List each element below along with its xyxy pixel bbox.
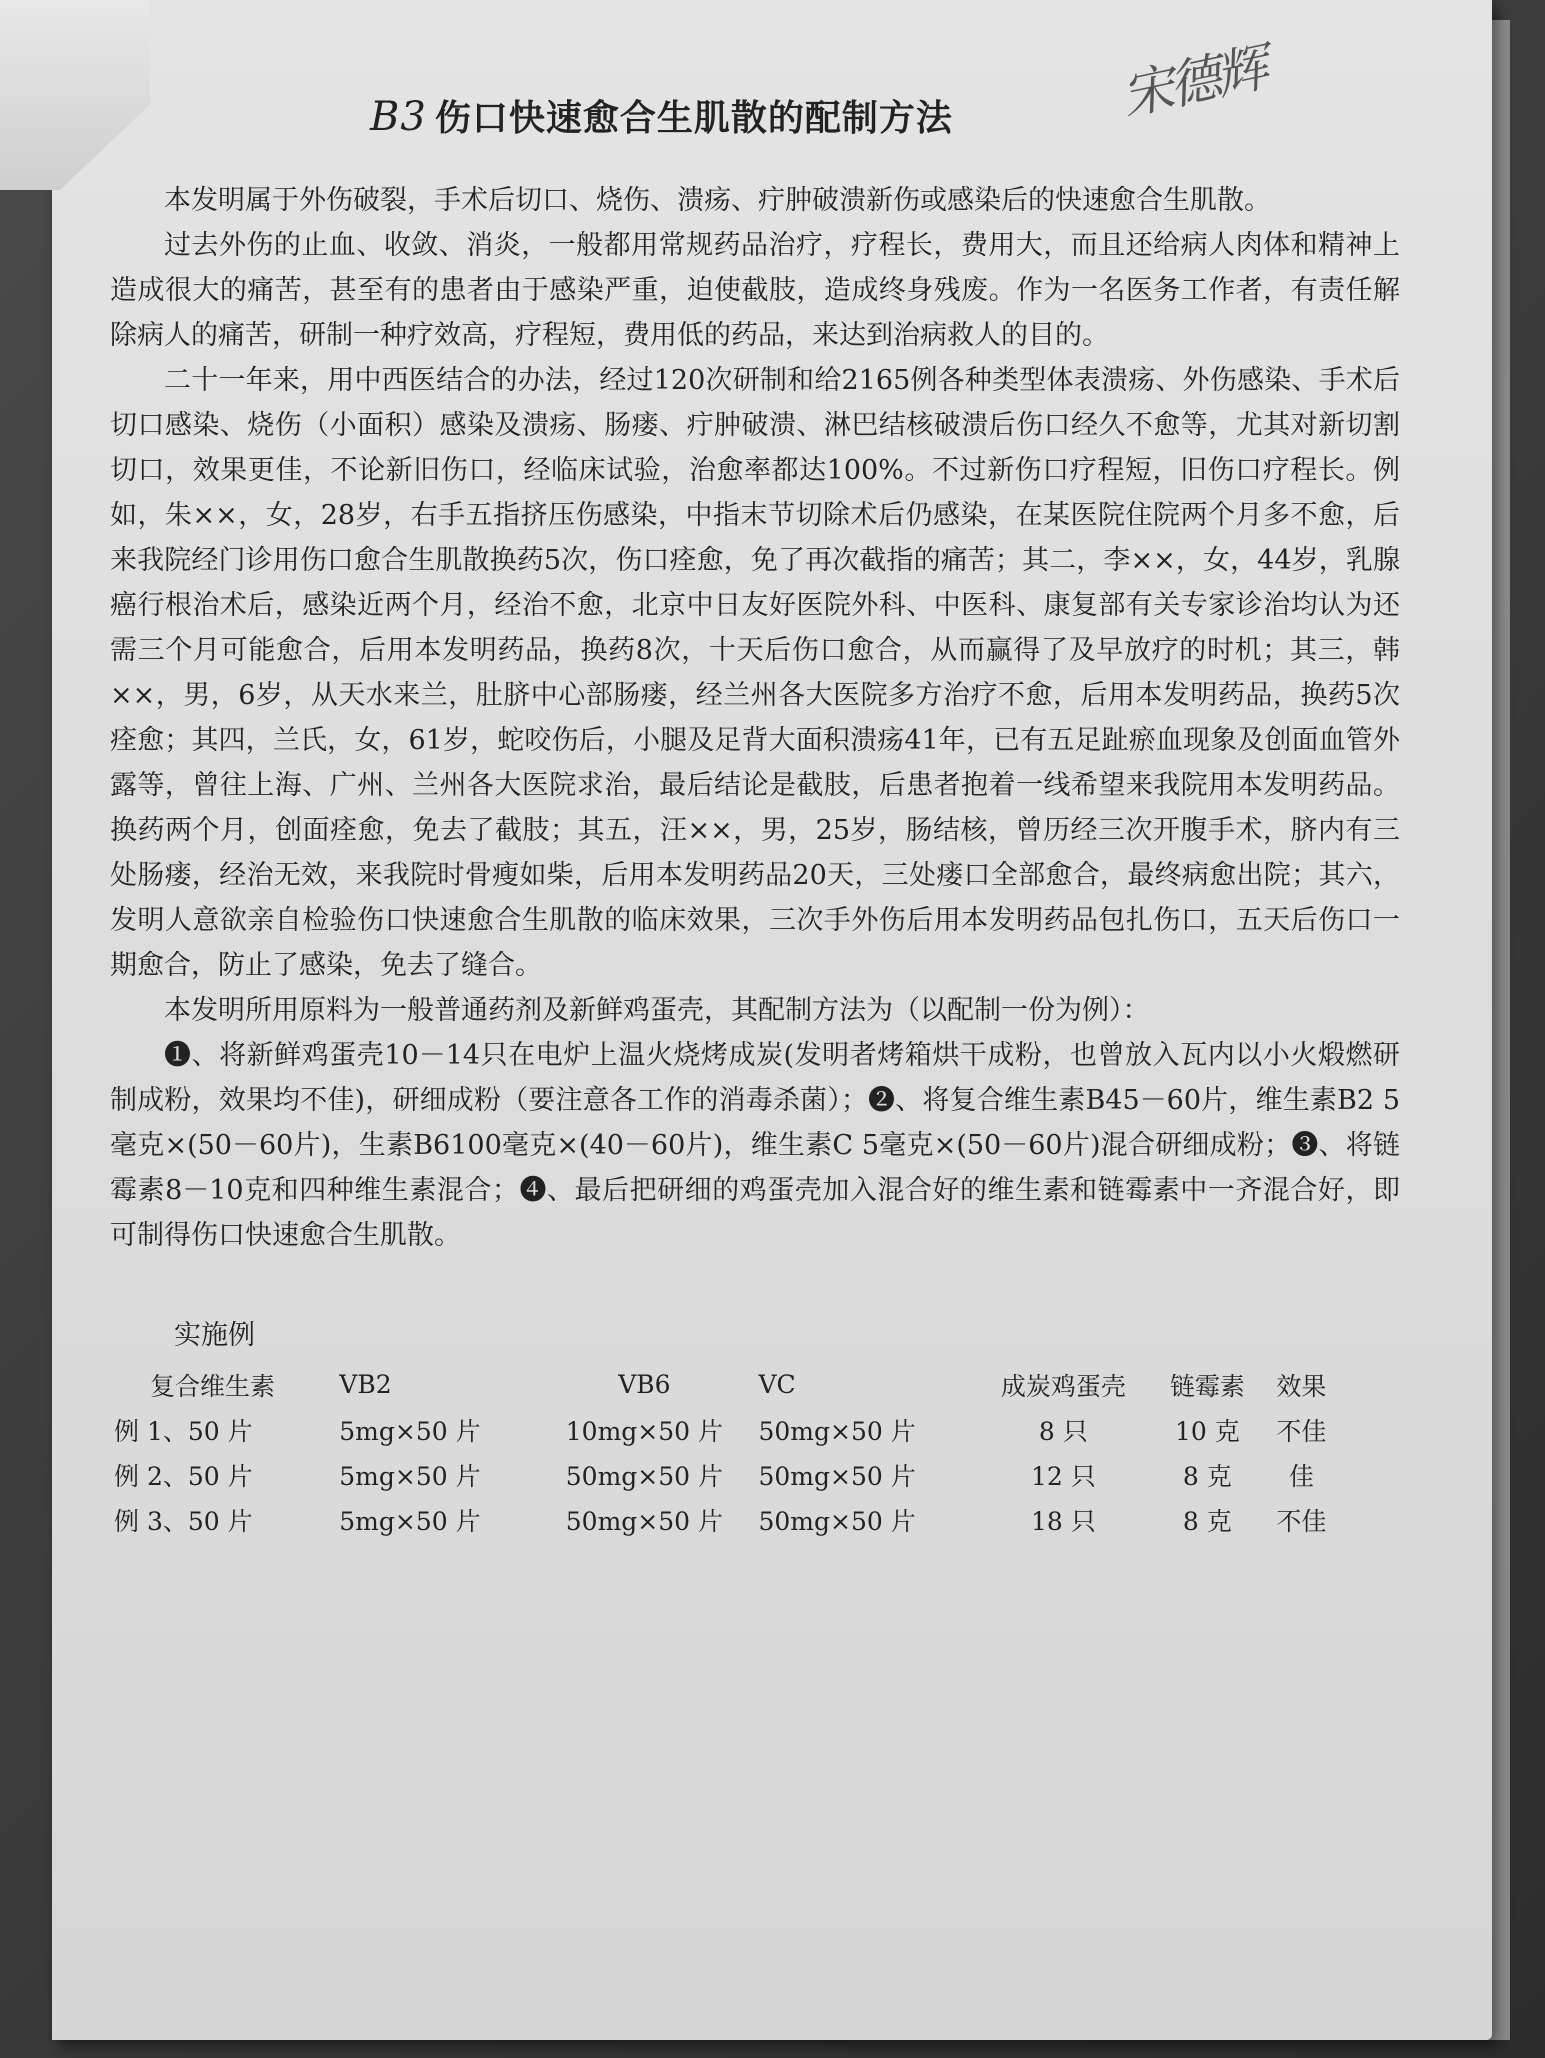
table-cell: 50mg×50 片 [758, 1416, 916, 1446]
column-header: 成炭鸡蛋壳 [1000, 1371, 1126, 1401]
table-cell: 12 只 [1030, 1461, 1096, 1491]
table-header-row [110, 1362, 1340, 1407]
table-cell: 5mg×50 片 [339, 1461, 481, 1491]
table-cell: 10mg×50 片 [565, 1416, 723, 1446]
table-cell: 5mg×50 片 [339, 1416, 481, 1446]
table-cell: 例 1、50 片 [114, 1416, 253, 1446]
table-cell: 10 克 [1174, 1416, 1240, 1446]
title-row [110, 38, 1400, 160]
column-header: VC [758, 1370, 796, 1399]
table-cell: 8 克 [1182, 1506, 1232, 1536]
table-cell: 8 只 [1038, 1416, 1088, 1446]
table-cell: 50mg×50 片 [565, 1506, 723, 1536]
column-header: VB2 [339, 1370, 392, 1399]
example-label: 实施例 [174, 1320, 255, 1351]
table-cell: 佳 [1288, 1461, 1314, 1491]
preparation-steps: ❶、将新鲜鸡蛋壳10－14只在电炉上温火烧烤成炭(发明者烤箱烘干成粉，也曾放入瓦内以小火煅燃研制成粉，效果均不佳)，研细成粉（要注意各工作的消毒杀菌）；❷、将复合维生素B45－60片，维生素B2 5毫克×(50－60片)，生素B6100毫克×(40－60片)，维生素C 5毫克×(50－60片)混合研细成粉；❸、将链霉素8－10克和四种维生素混合；❹、最后把研细的鸡蛋壳加入混合好的维生素和链霉素中一齐混合好，即可制得伤口快速愈合生肌散。 [110, 1040, 1400, 1251]
document-content [110, 38, 1400, 1542]
paragraph-4: 本发明所用原料为一般普通药剂及新鲜鸡蛋壳，其配制方法为（以配制一份为例）： [164, 995, 1150, 1026]
table-cell: 5mg×50 片 [339, 1506, 481, 1536]
table-cell: 例 2、50 片 [114, 1461, 253, 1491]
table-cell: 8 克 [1182, 1461, 1232, 1491]
table-cell: 50mg×50 片 [758, 1461, 916, 1491]
table-cell: 18 只 [1030, 1506, 1096, 1536]
column-header: 效果 [1276, 1371, 1327, 1401]
column-header: VB6 [618, 1370, 671, 1399]
document-code: B3 [370, 94, 427, 140]
column-header: 链霉素 [1169, 1371, 1245, 1401]
paragraph-3: 二十一年来，用中西医结合的办法，经过120次研制和给2165例各种类型体表溃疡、外伤感染、手术后切口感染、烧伤（小面积）感染及溃疡、肠瘘、疔肿破溃、淋巴结核破溃后伤口经久不愈等，尤其对新切割切口，效果更佳，不论新旧伤口，经临床试验，治愈率都达100%。不过新伤口疗程短，旧伤口疗程长。例如，朱××，女，28岁，右手五指挤压伤感染，中指末节切除术后仍感染，在某医院住院两个月多不愈，后来我院经门诊用伤口愈合生肌散换药5次，伤口痊愈，免了再次截指的痛苦；其二，李××，女，44岁，乳腺癌行根治术后，感染近两个月，经治不愈，北京中日友好医院外科、中医科、康复部有关专家诊治均认为还需三个月可能愈合，后用本发明药品，换药8次，十天后伤口愈合，从而赢得了及早放疗的时机；其三，韩××，男，6岁，从天水来兰，肚脐中心部肠瘘，经兰州各大医院多方治疗不愈，后用本发明药品，换药5次痊愈；其四，兰氏，女，61岁，蛇咬伤后，小腿及足背大面积溃疡41年，已有五足趾瘀血现象及创面血管外露等，曾往上海、广州、兰州各大医院求治，最后结论是截肢，后患者抱着一线希望来我院用本发明药品。换药两个月，创面痊愈，免去了截肢；其五，汪××，男，25岁，肠结核，曾历经三次开腹手术，脐内有三处肠瘘，经治无效，来我院时骨瘦如柴，后用本发明药品20天，三处瘘口全部愈合，最终病愈出院；其六，发明人意欲亲自检验伤口快速愈合生肌散的临床效果，三次手外伤后用本发明药品包扎伤口，五天后伤口一期愈合，防止了感染，免去了缝合。 [110, 365, 1400, 981]
table-row [110, 1452, 1340, 1497]
table-row [110, 1497, 1340, 1542]
table-cell: 50mg×50 片 [758, 1506, 916, 1536]
title-text: 伤口快速愈合生肌散的配制方法 [434, 98, 953, 139]
example-table [110, 1362, 1340, 1542]
table-cell: 不佳 [1276, 1506, 1327, 1536]
column-header: 复合维生素 [150, 1371, 276, 1401]
document-title [370, 90, 953, 141]
table-cell: 50mg×50 片 [565, 1461, 723, 1491]
table-row [110, 1407, 1340, 1452]
paragraph-2: 过去外伤的止血、收敛、消炎，一般都用常规药品治疗，疗程长，费用大，而且还给病人肉体和精神上造成很大的痛苦，甚至有的患者由于感染严重，迫使截肢，造成终身残废。作为一名医务工作者，有责任解除病人的痛苦，研制一种疗效高，疗程短，费用低的药品，来达到治病救人的目的。 [110, 230, 1400, 351]
handwritten-signature: 宋德辉 [1116, 38, 1270, 128]
paragraph-1: 本发明属于外伤破裂，手术后切口、烧伤、溃疡、疔肿破溃新伤或感染后的快速愈合生肌散。 [164, 185, 1271, 216]
table-cell: 例 3、50 片 [114, 1506, 253, 1536]
table-cell: 不佳 [1276, 1416, 1327, 1446]
